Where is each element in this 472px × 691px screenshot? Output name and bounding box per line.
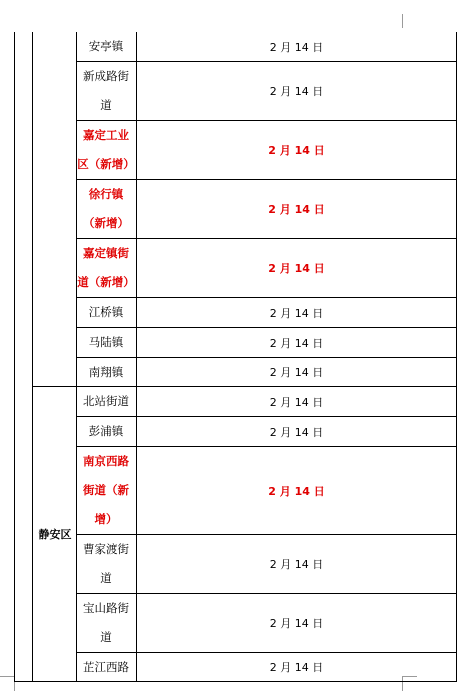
date-cell-new: 2 月 14 日 <box>268 262 325 275</box>
date-cell: 2 月 14 日 <box>269 40 324 54</box>
town-cell: 北站街道 <box>83 394 129 408</box>
town-cell: 马陆镇 <box>88 335 124 349</box>
town-cell: 芷江西路 <box>83 659 129 674</box>
date-cell-new: 2 月 14 日 <box>268 203 325 216</box>
table-border-left <box>14 32 15 682</box>
town-cell-new: 嘉定工业 区（新增） <box>77 128 135 171</box>
date-cell: 2 月 14 日 <box>269 306 324 320</box>
date-cell: 2 月 14 日 <box>269 617 324 630</box>
date-cell: 2 月 14 日 <box>269 558 324 571</box>
town-cell-new: 南京西路 街道（新 增） <box>83 454 129 526</box>
town-cell-new: 嘉定镇街 道（新增） <box>77 246 135 289</box>
crop-mark-top-right <box>402 14 417 28</box>
date-cell-new: 2 月 14 日 <box>268 144 325 157</box>
date-cell: 2 月 14 日 <box>269 395 324 409</box>
town-cell: 南翔镇 <box>88 364 124 379</box>
town-cell: 新成路街 道 <box>83 69 129 112</box>
crop-mark-bottom-left <box>0 676 15 691</box>
date-cell: 2 月 14 日 <box>269 85 324 98</box>
town-cell: 安亭镇 <box>88 39 124 53</box>
district-cell-jingan: 静安区 <box>38 528 72 541</box>
date-cell-new: 2 月 14 日 <box>268 484 325 498</box>
table-border-bottom <box>14 681 457 682</box>
town-cell-new: 徐行镇 （新增） <box>83 187 129 230</box>
town-cell: 曹家渡街 道 <box>83 542 129 585</box>
date-cell: 2 月 14 日 <box>269 661 324 674</box>
district-cell <box>33 32 77 386</box>
date-cell: 2 月 14 日 <box>269 336 324 350</box>
town-cell: 彭浦镇 <box>88 424 124 438</box>
date-cell: 2 月 14 日 <box>269 366 324 379</box>
date-cell: 2 月 14 日 <box>269 425 324 439</box>
town-cell: 宝山路街 道 <box>83 601 129 644</box>
town-cell: 江桥镇 <box>88 305 124 319</box>
